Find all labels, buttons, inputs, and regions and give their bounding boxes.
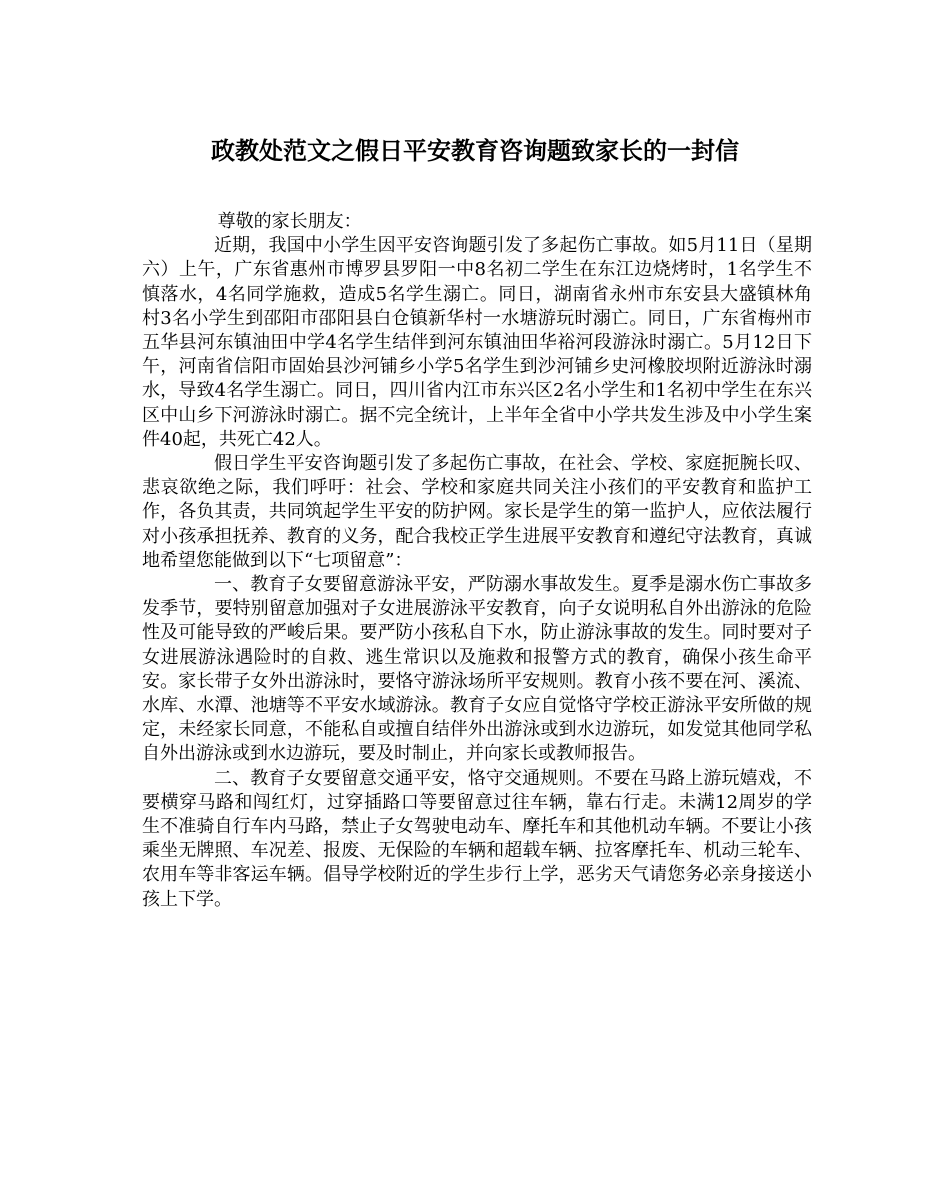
paragraph-swimming-safety: 一、教育子女要留意游泳平安，严防溺水事故发生。夏季是溺水伤亡事故多发季节，要特别留意加强对子女进展游泳平安教育，向子女说明私自外出游泳的危险性及可能导致的严峻后果。要严防小孩私自下水，防止游泳事故的发生。同时要对子女进展游泳遇险时的自救、逃生常识以及施救和报警方式的教育，确保小孩生命平安。家长带子女外出游泳时，要恪守游泳场所平安规则。教育小孩不要在河、溪流、水库、水潭、池塘等不平安水域游泳。教育子女应自觉恪守学校正游泳平安所做的规定，未经家长同意，不能私自或擅自结伴外出游泳或到水边游玩，如发觉其他同学私自外出游泳或到水边游玩，要及时制止，并向家长或教师报告。 — [142, 574, 812, 765]
document-body — [142, 210, 812, 912]
paragraph-incidents: 近期，我国中小学生因平安咨询题引发了多起伤亡事故。如5月11日（星期六）上午，广东省惠州市博罗县罗阳一中8名初二学生在东江边烧烤时，1名学生不慎落水，4名同学施救，造成5名学生溺亡。同日，湖南省永州市东安县大盛镇林角村3名小学生到邵阳市邵阳县白仓镇新华村一水塘游玩时溺亡。同日，广东省梅州市五华县河东镇油田中学4名学生结伴到河东镇油田华裕河段游泳时溺亡。5月12日下午，河南省信阳市固始县沙河铺乡小学5名学生到沙河铺乡史河橡胶坝附近游泳时溺水，导致4名学生溺亡。同日，四川省内江市东兴区2名小学生和1名初中学生在东兴区中山乡下河游泳时溺亡。据不完全统计，上半年全省中小学共发生涉及中小学生案件40起，共死亡42人。 — [142, 235, 812, 450]
paragraph-traffic-safety: 二、教育子女要留意交通平安，恪守交通规则。不要在马路上游玩嬉戏，不要横穿马路和闯红灯，过穿插路口等要留意过往车辆，靠右行走。未满12周岁的学生不准骑自行车内马路，禁止子女驾驶电动车、摩托车和其他机动车辆。不要让小孩乘坐无牌照、车况差、报废、无保险的车辆和超载车辆、拉客摩托车、机动三轮车、农用车等非客运车辆。倡导学校附近的学生步行上学，恶劣天气请您务必亲身接送小孩上下学。 — [142, 767, 812, 910]
document-title: 政教处范文之假日平安教育咨询题致家长的一封信 — [211, 136, 739, 165]
greeting-line: 尊敬的家长朋友： — [217, 211, 362, 232]
paragraph-appeal: 假日学生平安咨询题引发了多起伤亡事故，在社会、学校、家庭扼腕长叹、悲哀欲绝之际，我们呼吁：社会、学校和家庭共同关注小孩们的平安教育和监护工作，各负其责，共同筑起学生平安的防护网。家长是学生的第一监护人，应依法履行对小孩承担抚养、教育的义务，配合我校正学生进展平安教育和遵纪守法教育，真诚地希望您能做到以下“七项留意”： — [142, 453, 812, 571]
